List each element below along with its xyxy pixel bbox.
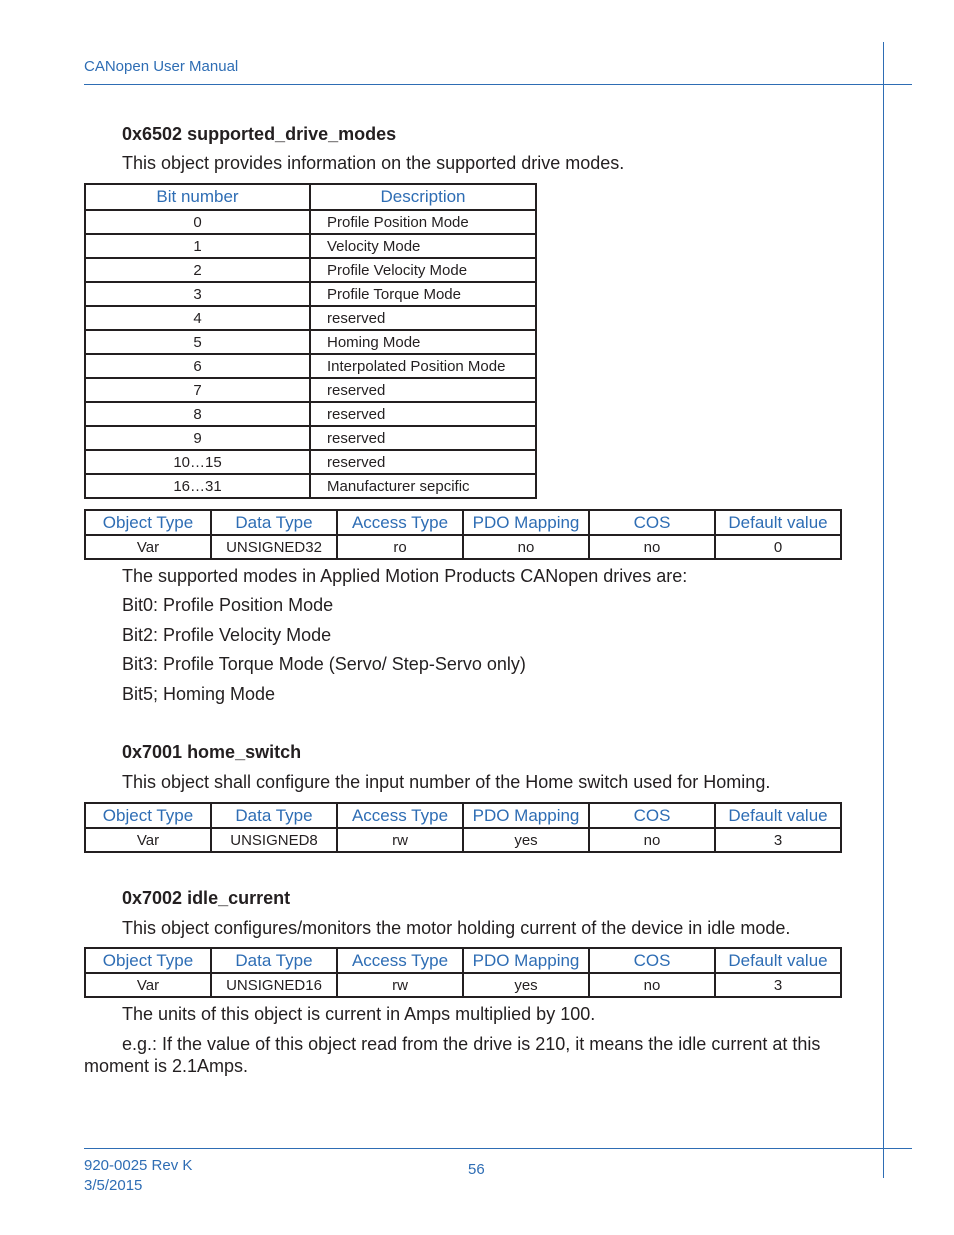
- note-bit2: Bit2: Profile Velocity Mode: [122, 625, 332, 645]
- header-access-type: Access Type: [337, 948, 463, 973]
- table-row: [85, 258, 536, 282]
- bit-table: [84, 183, 537, 499]
- bit-number: 1: [85, 234, 310, 258]
- header-default-value: Default value: [715, 510, 841, 535]
- object-type-value: Var: [85, 973, 211, 997]
- properties-table-7001: [84, 802, 842, 853]
- table-row: [85, 450, 536, 474]
- bit-table-header-description: Description: [310, 184, 536, 210]
- header-title: CANopen User Manual: [84, 58, 239, 75]
- note-bit0: Bit0: Profile Position Mode: [122, 595, 334, 615]
- header-access-type: Access Type: [337, 510, 463, 535]
- object-type-value: Var: [85, 828, 211, 852]
- bit-table-header-bit: Bit number: [85, 184, 310, 210]
- header-default-value: Default value: [715, 803, 841, 828]
- properties-header-row: [85, 510, 841, 535]
- table-row: [85, 426, 536, 450]
- default-value: 0: [715, 535, 841, 559]
- properties-table-6502: [84, 509, 842, 560]
- header-object-type: Object Type: [85, 510, 211, 535]
- properties-header-row: [85, 948, 841, 973]
- bit-number: 6: [85, 354, 310, 378]
- bit-description: Manufacturer sepcific: [310, 474, 536, 498]
- table-row: [85, 378, 536, 402]
- bit-number: 0: [85, 210, 310, 234]
- bit-table-header-row: [85, 184, 536, 210]
- data-type-value: UNSIGNED32: [211, 535, 337, 559]
- header-pdo-mapping: PDO Mapping: [463, 803, 589, 828]
- section-heading-7002: 0x7002 idle_current: [122, 888, 291, 908]
- bit-number: 4: [85, 306, 310, 330]
- note-example-line1: e.g.: If the value of this object read from the drive is 210, it means the idle current at this: [122, 1034, 821, 1054]
- access-type-value: ro: [337, 535, 463, 559]
- bit-number: 16…31: [85, 474, 310, 498]
- table-row: [85, 330, 536, 354]
- table-row: [85, 210, 536, 234]
- pdo-mapping-value: no: [463, 535, 589, 559]
- header-access-type: Access Type: [337, 803, 463, 828]
- footer-doc-number: 920-0025 Rev K: [84, 1157, 193, 1174]
- note-bit3: Bit3: Profile Torque Mode (Servo/ Step-Servo only): [122, 654, 526, 674]
- data-type-value: UNSIGNED8: [211, 828, 337, 852]
- bit-description: Profile Velocity Mode: [310, 258, 536, 282]
- margin-rule-vertical: [883, 42, 884, 1178]
- header-cos: COS: [589, 948, 715, 973]
- section-heading-7001: 0x7001 home_switch: [122, 742, 302, 762]
- footer-page-number: 56: [468, 1161, 485, 1178]
- note-units: The units of this object is current in Amps multiplied by 100.: [122, 1004, 596, 1024]
- object-type-value: Var: [85, 535, 211, 559]
- section-intro-6502: This object provides information on the supported drive modes.: [122, 153, 625, 173]
- bit-description: reserved: [310, 306, 536, 330]
- section-intro-7002: This object configures/monitors the motor holding current of the device in idle mode.: [122, 918, 791, 938]
- header-data-type: Data Type: [211, 510, 337, 535]
- bit-description: Velocity Mode: [310, 234, 536, 258]
- header-data-type: Data Type: [211, 803, 337, 828]
- table-row: [85, 234, 536, 258]
- header-default-value: Default value: [715, 948, 841, 973]
- note-bit5: Bit5; Homing Mode: [122, 684, 276, 704]
- table-row: [85, 282, 536, 306]
- section-heading-6502: 0x6502 supported_drive_modes: [122, 124, 397, 144]
- table-row: [85, 306, 536, 330]
- cos-value: no: [589, 828, 715, 852]
- table-row: [85, 973, 841, 997]
- bit-number: 2: [85, 258, 310, 282]
- header-cos: COS: [589, 803, 715, 828]
- default-value: 3: [715, 828, 841, 852]
- header-pdo-mapping: PDO Mapping: [463, 510, 589, 535]
- header-rule: [84, 84, 912, 85]
- header-pdo-mapping: PDO Mapping: [463, 948, 589, 973]
- bit-number: 10…15: [85, 450, 310, 474]
- pdo-mapping-value: yes: [463, 973, 589, 997]
- bit-description: reserved: [310, 426, 536, 450]
- table-row: [85, 474, 536, 498]
- properties-header-row: [85, 803, 841, 828]
- footer-date: 3/5/2015: [84, 1177, 143, 1194]
- bit-number: 7: [85, 378, 310, 402]
- default-value: 3: [715, 973, 841, 997]
- header-object-type: Object Type: [85, 948, 211, 973]
- note-example-line2: moment is 2.1Amps.: [84, 1056, 249, 1076]
- footer-rule: [84, 1148, 912, 1149]
- bit-number: 9: [85, 426, 310, 450]
- bit-description: reserved: [310, 402, 536, 426]
- note-supported-modes: The supported modes in Applied Motion Products CANopen drives are:: [122, 566, 688, 586]
- bit-description: Profile Position Mode: [310, 210, 536, 234]
- header-object-type: Object Type: [85, 803, 211, 828]
- access-type-value: rw: [337, 973, 463, 997]
- bit-description: Homing Mode: [310, 330, 536, 354]
- section-intro-7001: This object shall configure the input number of the Home switch used for Homing.: [122, 772, 771, 792]
- cos-value: no: [589, 535, 715, 559]
- bit-description: reserved: [310, 378, 536, 402]
- bit-description: Profile Torque Mode: [310, 282, 536, 306]
- bit-number: 8: [85, 402, 310, 426]
- bit-number: 5: [85, 330, 310, 354]
- header-data-type: Data Type: [211, 948, 337, 973]
- pdo-mapping-value: yes: [463, 828, 589, 852]
- access-type-value: rw: [337, 828, 463, 852]
- bit-number: 3: [85, 282, 310, 306]
- bit-description: reserved: [310, 450, 536, 474]
- cos-value: no: [589, 973, 715, 997]
- table-row: [85, 402, 536, 426]
- properties-table-7002: [84, 947, 842, 998]
- bit-description: Interpolated Position Mode: [310, 354, 536, 378]
- table-row: [85, 354, 536, 378]
- table-row: [85, 535, 841, 559]
- data-type-value: UNSIGNED16: [211, 973, 337, 997]
- table-row: [85, 828, 841, 852]
- header-cos: COS: [589, 510, 715, 535]
